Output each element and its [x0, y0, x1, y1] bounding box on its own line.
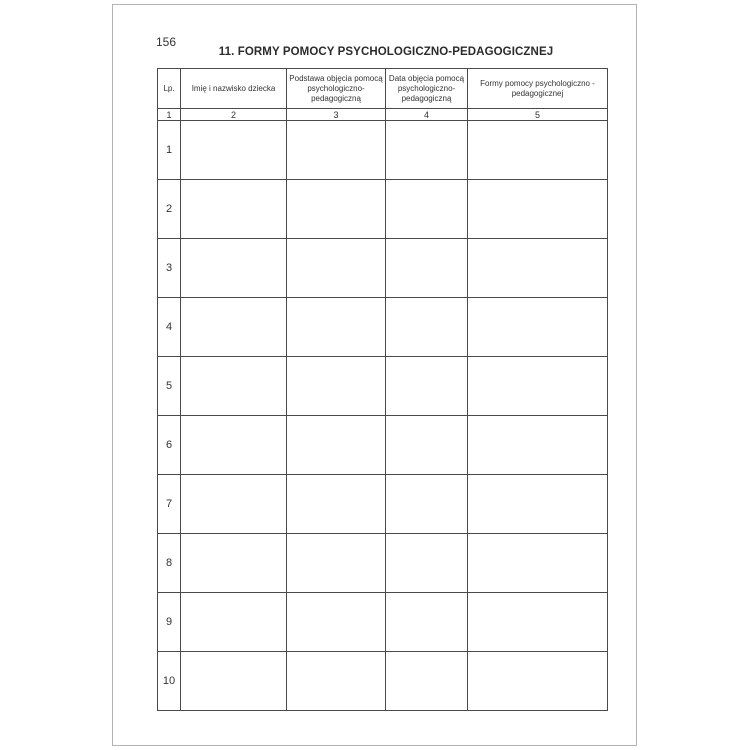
form-table — [157, 68, 608, 711]
forms-cell[interactable] — [468, 416, 608, 475]
table-row — [158, 416, 608, 475]
forms-cell[interactable] — [468, 534, 608, 593]
row-number: 3 — [158, 239, 181, 298]
column-number: 3 — [287, 109, 386, 121]
forms-cell[interactable] — [468, 593, 608, 652]
basis-cell[interactable] — [287, 416, 386, 475]
row-number: 4 — [158, 298, 181, 357]
row-number: 8 — [158, 534, 181, 593]
date-cell[interactable] — [386, 534, 468, 593]
table-row — [158, 180, 608, 239]
basis-cell[interactable] — [287, 357, 386, 416]
row-number: 7 — [158, 475, 181, 534]
row-number: 1 — [158, 121, 181, 180]
date-cell[interactable] — [386, 652, 468, 711]
child-name-cell[interactable] — [181, 239, 287, 298]
row-number: 2 — [158, 180, 181, 239]
table-row — [158, 121, 608, 180]
basis-cell[interactable] — [287, 475, 386, 534]
child-name-cell[interactable] — [181, 475, 287, 534]
date-cell[interactable] — [386, 239, 468, 298]
column-number: 1 — [158, 109, 181, 121]
column-number: 2 — [181, 109, 287, 121]
child-name-cell[interactable] — [181, 416, 287, 475]
date-cell[interactable] — [386, 180, 468, 239]
table-row — [158, 357, 608, 416]
basis-cell[interactable] — [287, 534, 386, 593]
row-number: 6 — [158, 416, 181, 475]
table-row — [158, 298, 608, 357]
page-number: 156 — [156, 35, 177, 49]
basis-cell[interactable] — [287, 652, 386, 711]
table-row — [158, 652, 608, 711]
date-cell[interactable] — [386, 416, 468, 475]
header-child-name: Imię i nazwisko dziecka — [181, 69, 287, 109]
header-basis: Podstawa objęcia pomocą psychologiczno-pedagogiczną — [287, 69, 386, 109]
forms-cell[interactable] — [468, 180, 608, 239]
child-name-cell[interactable] — [181, 357, 287, 416]
page-title: 11. FORMY POMOCY PSYCHOLOGICZNO-PEDAGOGICZNEJ — [218, 46, 554, 58]
forms-cell[interactable] — [468, 298, 608, 357]
basis-cell[interactable] — [287, 298, 386, 357]
forms-cell[interactable] — [468, 357, 608, 416]
table-row — [158, 593, 608, 652]
date-cell[interactable] — [386, 121, 468, 180]
table-row — [158, 239, 608, 298]
forms-cell[interactable] — [468, 239, 608, 298]
child-name-cell[interactable] — [181, 298, 287, 357]
header-row — [158, 69, 608, 109]
forms-cell[interactable] — [468, 475, 608, 534]
child-name-cell[interactable] — [181, 534, 287, 593]
column-number: 4 — [386, 109, 468, 121]
header-forms: Formy pomocy psychologiczno - pedagogicznej — [468, 69, 608, 109]
basis-cell[interactable] — [287, 239, 386, 298]
column-number: 5 — [468, 109, 608, 121]
forms-cell[interactable] — [468, 121, 608, 180]
table-row — [158, 534, 608, 593]
date-cell[interactable] — [386, 357, 468, 416]
child-name-cell[interactable] — [181, 593, 287, 652]
date-cell[interactable] — [386, 298, 468, 357]
child-name-cell[interactable] — [181, 121, 287, 180]
basis-cell[interactable] — [287, 180, 386, 239]
basis-cell[interactable] — [287, 593, 386, 652]
row-number: 9 — [158, 593, 181, 652]
header-date: Data objęcia pomocą psychologiczno-pedagogiczną — [386, 69, 468, 109]
header-lp: Lp. — [158, 69, 181, 109]
row-number: 10 — [158, 652, 181, 711]
child-name-cell[interactable] — [181, 180, 287, 239]
date-cell[interactable] — [386, 475, 468, 534]
table-row — [158, 475, 608, 534]
date-cell[interactable] — [386, 593, 468, 652]
basis-cell[interactable] — [287, 121, 386, 180]
column-numbering-row — [158, 109, 608, 121]
row-number: 5 — [158, 357, 181, 416]
child-name-cell[interactable] — [181, 652, 287, 711]
forms-cell[interactable] — [468, 652, 608, 711]
